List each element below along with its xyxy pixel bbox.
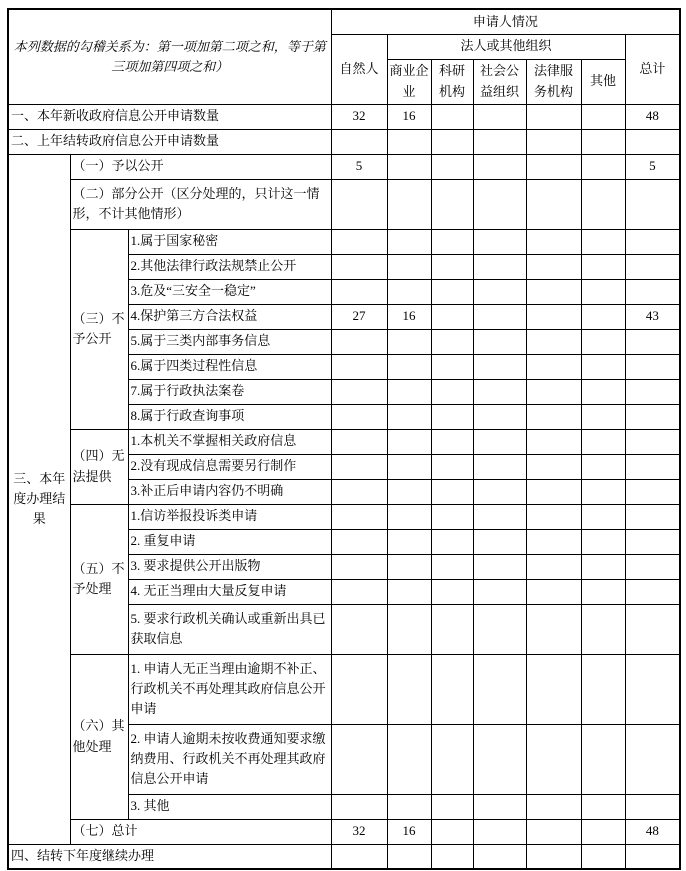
value-cell [473, 819, 526, 844]
value-cell: 48 [625, 104, 680, 129]
value-cell [625, 554, 680, 579]
row-label: 1.属于国家秘密 [128, 229, 331, 254]
value-cell [387, 329, 431, 354]
value-cell [526, 329, 581, 354]
value-cell [526, 154, 581, 179]
value-cell [625, 254, 680, 279]
value-cell [581, 504, 625, 529]
value-cell [473, 129, 526, 154]
table-row [8, 654, 680, 724]
value-cell [331, 229, 387, 254]
value-cell [473, 844, 526, 869]
value-cell [431, 504, 473, 529]
value-cell [625, 179, 680, 229]
value-cell [331, 794, 387, 819]
value-cell [625, 329, 680, 354]
value-cell [625, 129, 680, 154]
value-cell [387, 279, 431, 304]
value-cell [473, 329, 526, 354]
value-cell [526, 654, 581, 724]
row-label: 4.保护第三方合法权益 [128, 304, 331, 329]
value-cell [625, 229, 680, 254]
value-cell [526, 279, 581, 304]
value-cell [431, 529, 473, 554]
value-cell [581, 304, 625, 329]
value-cell [387, 354, 431, 379]
subsection-label-not-processed: （五）不予处理 [70, 504, 128, 654]
value-cell [431, 329, 473, 354]
value-cell [473, 479, 526, 504]
value-cell [581, 429, 625, 454]
value-cell [473, 554, 526, 579]
value-cell: 32 [331, 819, 387, 844]
value-cell [581, 229, 625, 254]
value-cell [625, 504, 680, 529]
value-cell [431, 129, 473, 154]
value-cell [473, 579, 526, 604]
value-cell [526, 354, 581, 379]
value-cell [526, 794, 581, 819]
value-cell [473, 794, 526, 819]
value-cell [431, 229, 473, 254]
value-cell [526, 304, 581, 329]
value-cell [331, 554, 387, 579]
value-cell [473, 354, 526, 379]
value-cell [625, 579, 680, 604]
col-header-public-welfare-org: 社会公益组织 [473, 59, 526, 104]
reconciliation-note: 本列数据的勾稽关系为：第一项加第二项之和，等于第三项加第四项之和） [8, 9, 331, 104]
section-label-annual-results: 三、本年度办理结果 [8, 154, 70, 844]
table-row-carried-over [8, 129, 680, 154]
value-cell [473, 454, 526, 479]
value-cell [387, 654, 431, 724]
value-cell: 16 [387, 819, 431, 844]
value-cell [581, 404, 625, 429]
value-cell [331, 354, 387, 379]
value-cell: 43 [625, 304, 680, 329]
table-row-new-requests [8, 104, 680, 129]
value-cell [331, 379, 387, 404]
value-cell [581, 129, 625, 154]
value-cell [331, 604, 387, 654]
value-cell [581, 844, 625, 869]
value-cell [431, 604, 473, 654]
value-cell [431, 479, 473, 504]
value-cell [387, 429, 431, 454]
value-cell [331, 479, 387, 504]
row-label: 1.信访举报投诉类申请 [128, 504, 331, 529]
value-cell [581, 554, 625, 579]
value-cell [581, 654, 625, 724]
value-cell [431, 429, 473, 454]
value-cell: 48 [625, 819, 680, 844]
value-cell [526, 529, 581, 554]
value-cell [473, 379, 526, 404]
value-cell [387, 479, 431, 504]
value-cell [431, 254, 473, 279]
value-cell [581, 819, 625, 844]
value-cell [625, 844, 680, 869]
value-cell [387, 579, 431, 604]
value-cell [526, 404, 581, 429]
value-cell: 5 [625, 154, 680, 179]
value-cell [431, 844, 473, 869]
col-header-commercial-enterprise: 商业企业 [387, 59, 431, 104]
value-cell [387, 129, 431, 154]
col-header-legal-service-org: 法律服务机构 [526, 59, 581, 104]
value-cell [526, 554, 581, 579]
value-cell [431, 179, 473, 229]
value-cell [331, 404, 387, 429]
value-cell [431, 404, 473, 429]
value-cell [581, 479, 625, 504]
table-row-granted [8, 154, 680, 179]
value-cell [387, 529, 431, 554]
value-cell [431, 554, 473, 579]
value-cell [431, 819, 473, 844]
row-label: 3.补正后申请内容仍不明确 [128, 479, 331, 504]
value-cell [526, 479, 581, 504]
table-row [8, 429, 680, 454]
value-cell [431, 654, 473, 724]
row-label: 3.危及“三安全一稳定” [128, 279, 331, 304]
value-cell: 27 [331, 304, 387, 329]
value-cell [526, 454, 581, 479]
value-cell [473, 154, 526, 179]
value-cell [431, 579, 473, 604]
value-cell [331, 529, 387, 554]
row-label: 6.属于四类过程性信息 [128, 354, 331, 379]
value-cell [473, 404, 526, 429]
row-label: 3. 其他 [128, 794, 331, 819]
value-cell [581, 794, 625, 819]
row-label: 2. 重复申请 [128, 529, 331, 554]
row-label: 1.本机关不掌握相关政府信息 [128, 429, 331, 454]
row-label: 5. 要求行政机关确认或重新出具已获取信息 [128, 604, 331, 654]
row-label: 2.没有现成信息需要另行制作 [128, 454, 331, 479]
value-cell [473, 724, 526, 794]
value-cell [526, 179, 581, 229]
value-cell [331, 179, 387, 229]
value-cell [473, 504, 526, 529]
value-cell [331, 724, 387, 794]
value-cell [431, 304, 473, 329]
value-cell [581, 724, 625, 794]
value-cell [473, 229, 526, 254]
value-cell [331, 429, 387, 454]
row-label: 4. 无正当理由大量反复申请 [128, 579, 331, 604]
value-cell [581, 104, 625, 129]
value-cell [331, 654, 387, 724]
value-cell [625, 279, 680, 304]
value-cell [473, 529, 526, 554]
table-row-carry-to-next-year [8, 844, 680, 869]
value-cell [526, 724, 581, 794]
value-cell: 16 [387, 304, 431, 329]
disclosure-request-table [7, 8, 681, 870]
subsection-label-unable-to-provide: （四）无法提供 [70, 429, 128, 504]
row-label: （一）予以公开 [70, 154, 331, 179]
value-cell [526, 379, 581, 404]
value-cell [473, 254, 526, 279]
value-cell [431, 724, 473, 794]
col-header-total: 总计 [625, 34, 680, 104]
row-label: 一、本年新收政府信息公开申请数量 [8, 104, 331, 129]
value-cell [581, 279, 625, 304]
value-cell [526, 579, 581, 604]
value-cell [431, 454, 473, 479]
row-label: （七）总计 [70, 819, 331, 844]
value-cell [473, 604, 526, 654]
value-cell [526, 844, 581, 869]
subsection-label-refused: （三）不予公开 [70, 229, 128, 429]
value-cell [473, 304, 526, 329]
value-cell [431, 104, 473, 129]
value-cell [331, 504, 387, 529]
value-cell [387, 554, 431, 579]
value-cell [387, 254, 431, 279]
value-cell [387, 229, 431, 254]
table-row-partially-granted [8, 179, 680, 229]
value-cell [431, 379, 473, 404]
value-cell [331, 844, 387, 869]
table-row [8, 229, 680, 254]
value-cell [625, 724, 680, 794]
value-cell [473, 104, 526, 129]
header-row-1 [8, 9, 680, 34]
value-cell [473, 279, 526, 304]
value-cell [625, 794, 680, 819]
value-cell [625, 379, 680, 404]
value-cell [526, 819, 581, 844]
row-label: 3. 要求提供公开出版物 [128, 554, 331, 579]
row-label: 8.属于行政查询事项 [128, 404, 331, 429]
value-cell [431, 279, 473, 304]
subsection-label-other-handling: （六）其他处理 [70, 654, 128, 819]
value-cell [473, 429, 526, 454]
value-cell [581, 379, 625, 404]
value-cell [387, 454, 431, 479]
value-cell [387, 724, 431, 794]
value-cell [387, 604, 431, 654]
row-label: 四、结转下年度继续办理 [8, 844, 331, 869]
value-cell [581, 354, 625, 379]
value-cell [625, 604, 680, 654]
value-cell [431, 154, 473, 179]
value-cell [387, 179, 431, 229]
row-label: 二、上年结转政府信息公开申请数量 [8, 129, 331, 154]
col-header-other: 其他 [581, 59, 625, 104]
value-cell [625, 479, 680, 504]
header-applicant-status: 申请人情况 [331, 9, 680, 34]
row-label: 7.属于行政执法案卷 [128, 379, 331, 404]
value-cell [331, 579, 387, 604]
value-cell [625, 654, 680, 724]
value-cell [581, 154, 625, 179]
value-cell [387, 794, 431, 819]
header-legal-org: 法人或其他组织 [387, 34, 625, 59]
col-header-research-institution: 科研机构 [431, 59, 473, 104]
value-cell [526, 129, 581, 154]
value-cell [581, 179, 625, 229]
value-cell [625, 354, 680, 379]
value-cell [581, 454, 625, 479]
value-cell: 5 [331, 154, 387, 179]
value-cell [526, 254, 581, 279]
row-label: 5.属于三类内部事务信息 [128, 329, 331, 354]
value-cell [581, 329, 625, 354]
value-cell [625, 404, 680, 429]
value-cell [431, 354, 473, 379]
value-cell [625, 429, 680, 454]
value-cell [581, 529, 625, 554]
value-cell [387, 844, 431, 869]
value-cell [526, 229, 581, 254]
row-label: （二）部分公开（区分处理的，只计这一情形，不计其他情形） [70, 179, 331, 229]
value-cell [331, 254, 387, 279]
value-cell [331, 129, 387, 154]
value-cell [581, 604, 625, 654]
value-cell [473, 654, 526, 724]
value-cell [526, 604, 581, 654]
value-cell [581, 254, 625, 279]
value-cell: 16 [387, 104, 431, 129]
value-cell [331, 454, 387, 479]
row-label: 2. 申请人逾期未按收费通知要求缴纳费用、行政机关不再处理其政府信息公开申请 [128, 724, 331, 794]
value-cell [387, 154, 431, 179]
value-cell [526, 104, 581, 129]
value-cell [387, 404, 431, 429]
table-row-subtotal [8, 819, 680, 844]
value-cell [331, 279, 387, 304]
row-label: 2.其他法律行政法规禁止公开 [128, 254, 331, 279]
value-cell: 32 [331, 104, 387, 129]
value-cell [473, 179, 526, 229]
table-row [8, 504, 680, 529]
value-cell [387, 379, 431, 404]
value-cell [526, 429, 581, 454]
value-cell [331, 329, 387, 354]
row-label: 1. 申请人无正当理由逾期不补正、行政机关不再处理其政府信息公开申请 [128, 654, 331, 724]
value-cell [431, 794, 473, 819]
value-cell [625, 454, 680, 479]
value-cell [526, 504, 581, 529]
value-cell [581, 579, 625, 604]
value-cell [387, 504, 431, 529]
col-header-natural-person: 自然人 [331, 34, 387, 104]
value-cell [625, 529, 680, 554]
